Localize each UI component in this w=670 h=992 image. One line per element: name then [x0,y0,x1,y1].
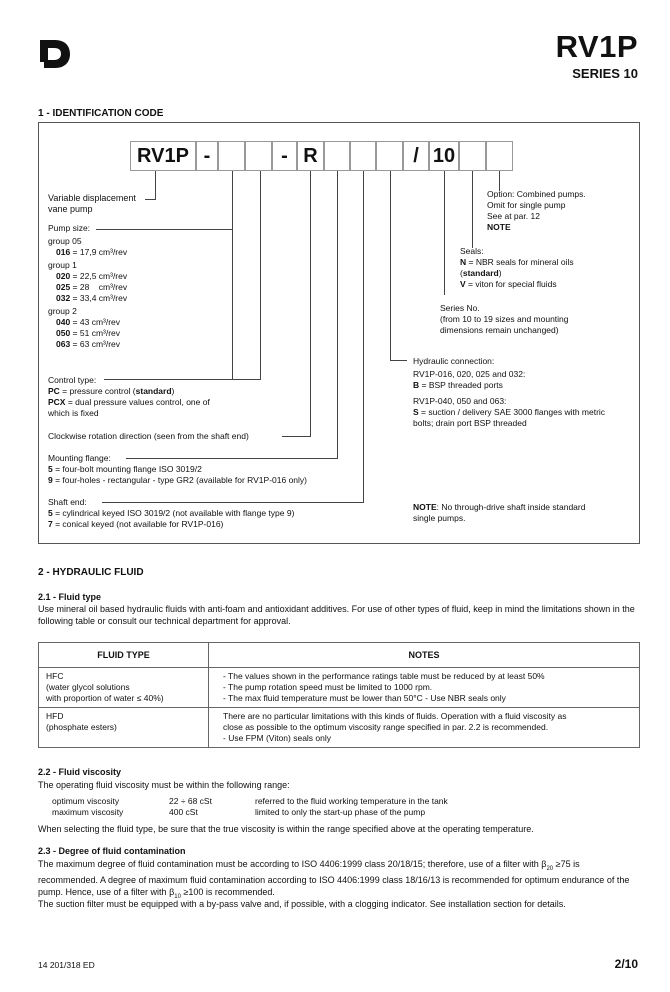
table-cell-type: HFC (water glycol solutions with proportion of water ≤ 40%) [39,668,209,708]
table-cell-type: HFD (phosphate esters) [39,708,209,748]
desc-variable-displacement: Variable displacement vane pump [48,193,136,214]
table-row [39,668,640,708]
company-logo [38,38,72,70]
series-subtitle: SERIES 10 [572,66,638,81]
control-type-block: Control type: PC = pressure control (standard) PCX = dual pressure values control, one of which is fixed [48,375,210,418]
contamination-text: The maximum degree of fluid contamination must be according to ISO 4406:1999 class 20/18/15; therefore, use of a filter with $\beta_{20} \ge 75$ is recommended. A degree of maximum fluid contamination according to ISO 4406:1999 class 18/16/13 is recommended for optimum endurance of the pump. Hence, use of a filter with $\beta_{10} \ge 100$ is recommended. [38,859,630,900]
leader-line [310,171,311,436]
code-cell-model: RV1P [130,141,196,171]
code-cell-dash-2: - [272,141,297,171]
seals-block: Seals: N = NBR seals for mineral oils (standard) V = viton for special fluids [460,246,574,289]
leader-line [260,171,261,379]
table-header-notes: NOTES [209,643,640,668]
code-cell-slash: / [403,141,429,171]
table-row [39,708,640,748]
fluid-type-text: Use mineral oil based hydraulic fluids with anti-foam and antioxidant additives. For use of other types of fluid, keep in mind the limitations shown in the following table or consult our technical department for approval. [38,604,635,626]
page-title: RV1P [555,29,638,64]
section1-heading: 1 - IDENTIFICATION CODE [38,108,164,119]
series-number-block: Series No. (from 10 to 19 sizes and mounting dimensions remain unchanged) [440,303,569,335]
fluid-viscosity-heading: 2.2 - Fluid viscosity [38,767,122,777]
code-cell-seals [459,141,486,171]
through-drive-note: NOTE: No through-drive shaft inside standard single pumps. [413,502,586,523]
shaft-end-block: Shaft end: 5 = cylindrical keyed ISO 3019/2 (not available with flange type 9) 7 = conical keyed (not available for RV1P-016) [48,497,295,529]
leader-line [282,436,311,437]
leader-line [390,360,407,361]
page-number: 2/10 [614,957,638,971]
rotation-direction: Clockwise rotation direction (seen from the shaft end) [48,431,249,441]
contamination-heading: 2.3 - Degree of fluid contamination [38,846,186,856]
table-header-fluid-type: FLUID TYPE [39,643,209,668]
viscosity-after-text: When selecting the fluid type, be sure that the true viscosity is within the range specified above at the operating temperature. [38,824,534,834]
leader-line [232,171,233,379]
code-cell-size-1 [218,141,245,171]
code-cell-series: 10 [429,141,459,171]
code-cell-dash: - [196,141,218,171]
pump-size-block: Pump size: group 05 016 = 17,9 cm³/rev group 1 020 = 22,5 cm³/rev 025 = 28 cm³/rev 032 = 33,4 cm³/rev group 2 040 = 43 cm³/rev 050 = 51 cm³/rev 063 = 63 cm³/rev [48,223,128,349]
code-cell-option [486,141,513,171]
leader-line [155,171,156,200]
viscosity-range-list [52,796,448,818]
fluid-type-table [38,642,640,748]
leader-line [390,171,391,361]
code-cell-rotation: R [297,141,324,171]
leader-line [363,171,364,502]
code-cell-shaft [350,141,376,171]
leader-line [444,171,445,295]
fluid-type-heading: 2.1 - Fluid type [38,592,102,602]
leader-line [145,199,156,200]
leader-line [499,171,500,191]
document-code: 14 201/318 ED [38,960,95,970]
leader-line [472,171,473,248]
suction-filter-text: The suction filter must be equipped with a by-pass valve and, if possible, with a clogging indicator. See installation section for details. [38,899,566,909]
section2-heading: 2 - HYDRAULIC FLUID [38,567,144,578]
viscosity-intro: The operating fluid viscosity must be within the following range: [38,780,290,790]
code-cell-hydraulic [376,141,403,171]
list-item: maximum viscosity 400 cSt limited to only the start-up phase of the pump [52,807,426,817]
table-cell-notes: - The values shown in the performance ratings table must be reduced by at least 50% - The pump rotation speed must be limited to 1000 rpm. - The max fluid temperature must be lower than 50°C - Use NBR seals only [209,668,640,708]
mounting-flange-block: Mounting flange: 5 = four-bolt mounting flange ISO 3019/2 9 = four-holes - rectangular - type GR2 (available for RV1P-016 only) [48,453,307,485]
code-cell-flange [324,141,350,171]
list-item: optimum viscosity 22 ÷ 68 cSt referred to the fluid working temperature in the tank [52,796,448,806]
table-cell-notes: There are no particular limitations with this kinds of fluids. Operation with a fluid viscosity as close as possible to the optimum viscosity range specified in par. 2.2 is recommended. - Use FPM (Viton) seals only [209,708,640,748]
code-cell-control [245,141,272,171]
option-block: Option: Combined pumps. Omit for single pump See at par. 12 NOTE [487,189,586,232]
leader-line [337,171,338,458]
hydraulic-connection-block: Hydraulic connection: RV1P-016, 020, 025 and 032: B = BSP threaded ports RV1P-040, 050 and 063: S = suction / delivery SAE 3000 flanges with metric bolts; drain port BSP threaded [413,356,606,428]
